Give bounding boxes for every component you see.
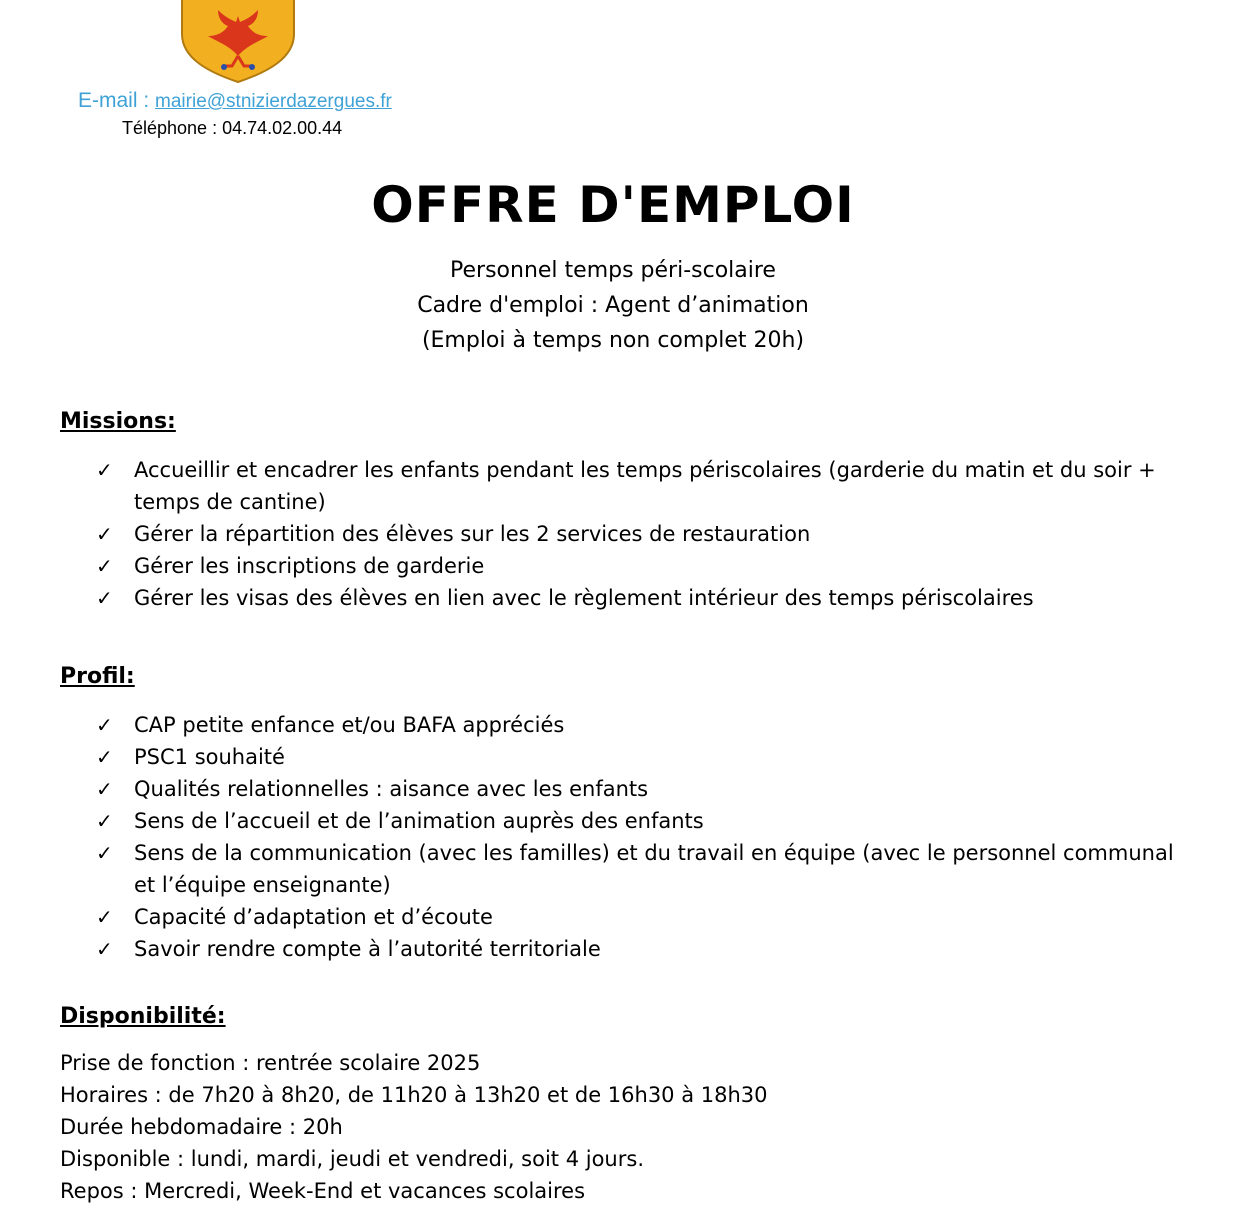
- availability-line: Horaires : de 7h20 à 8h20, de 11h20 à 13h20 et de 16h30 à 18h30: [60, 1083, 768, 1107]
- checkmark-icon: ✓: [96, 554, 113, 578]
- checkmark-icon: ✓: [96, 745, 113, 769]
- profil-list: [96, 709, 1176, 965]
- list-item: [96, 550, 1176, 582]
- missions-list: [96, 454, 1176, 614]
- profil-heading: Profil:: [60, 664, 135, 689]
- list-item: [96, 582, 1176, 614]
- list-item: [96, 901, 1176, 933]
- checkmark-icon: ✓: [96, 841, 113, 865]
- list-item: [96, 773, 1176, 805]
- availability-line: Disponible : lundi, mardi, jeudi et vendredi, soit 4 jours.: [60, 1147, 644, 1171]
- checkmark-icon: ✓: [96, 586, 113, 610]
- list-item: [96, 454, 1176, 518]
- email-line: [78, 89, 392, 113]
- list-item-text: Gérer les visas des élèves en lien avec le règlement intérieur des temps périscolaires: [134, 586, 1034, 610]
- availability-line: Repos : Mercredi, Week-End et vacances scolaires: [60, 1179, 586, 1203]
- disponibilite-heading: Disponibilité:: [60, 1004, 226, 1029]
- list-item-text: Gérer les inscriptions de garderie: [134, 554, 485, 578]
- list-item: [96, 741, 1176, 773]
- email-link[interactable]: mairie@stnizierdazergues.fr: [155, 91, 392, 112]
- coat-of-arms-icon: [178, 0, 298, 84]
- list-item-text: Qualités relationnelles : aisance avec les enfants: [134, 777, 649, 801]
- availability-line: Durée hebdomadaire : 20h: [60, 1115, 343, 1139]
- list-item-text: Accueillir et encadrer les enfants pendant les temps périscolaires (garderie du matin et du soir + temps de cantine): [134, 458, 1156, 514]
- checkmark-icon: ✓: [96, 713, 113, 737]
- list-item-text: Capacité d’adaptation et d’écoute: [134, 905, 493, 929]
- email-label: E-mail :: [78, 89, 150, 112]
- list-item: [96, 518, 1176, 550]
- list-item: [96, 933, 1176, 965]
- subtitle-hours: (Emploi à temps non complet 20h): [421, 328, 805, 353]
- subtitle-job-framework: Cadre d'emploi : Agent d’animation: [417, 293, 809, 318]
- checkmark-icon: ✓: [96, 905, 113, 929]
- phone-number: Téléphone : 04.74.02.00.44: [122, 118, 343, 138]
- checkmark-icon: ✓: [96, 522, 113, 546]
- subtitle-position: Personnel temps péri-scolaire: [450, 258, 776, 283]
- list-item: [96, 709, 1176, 741]
- availability-line: Prise de fonction : rentrée scolaire 2025: [60, 1051, 481, 1075]
- checkmark-icon: ✓: [96, 809, 113, 833]
- list-item-text: Gérer la répartition des élèves sur les 2 services de restauration: [134, 522, 811, 546]
- list-item-text: PSC1 souhaité: [134, 745, 285, 769]
- disponibilite-list: [60, 1047, 1180, 1207]
- checkmark-icon: ✓: [96, 777, 113, 801]
- checkmark-icon: ✓: [96, 458, 113, 482]
- list-item: [96, 837, 1176, 901]
- list-item-text: Savoir rendre compte à l’autorité territoriale: [134, 937, 601, 961]
- page-title: OFFRE D'EMPLOI: [371, 176, 855, 234]
- list-item-text: Sens de l’accueil et de l’animation auprès des enfants: [134, 809, 704, 833]
- list-item-text: CAP petite enfance et/ou BAFA appréciés: [134, 713, 565, 737]
- list-item: [96, 805, 1176, 837]
- missions-heading: Missions:: [60, 409, 176, 434]
- list-item-text: Sens de la communication (avec les familles) et du travail en équipe (avec le personnel communal et l’équipe enseignante): [134, 841, 1174, 897]
- checkmark-icon: ✓: [96, 937, 113, 961]
